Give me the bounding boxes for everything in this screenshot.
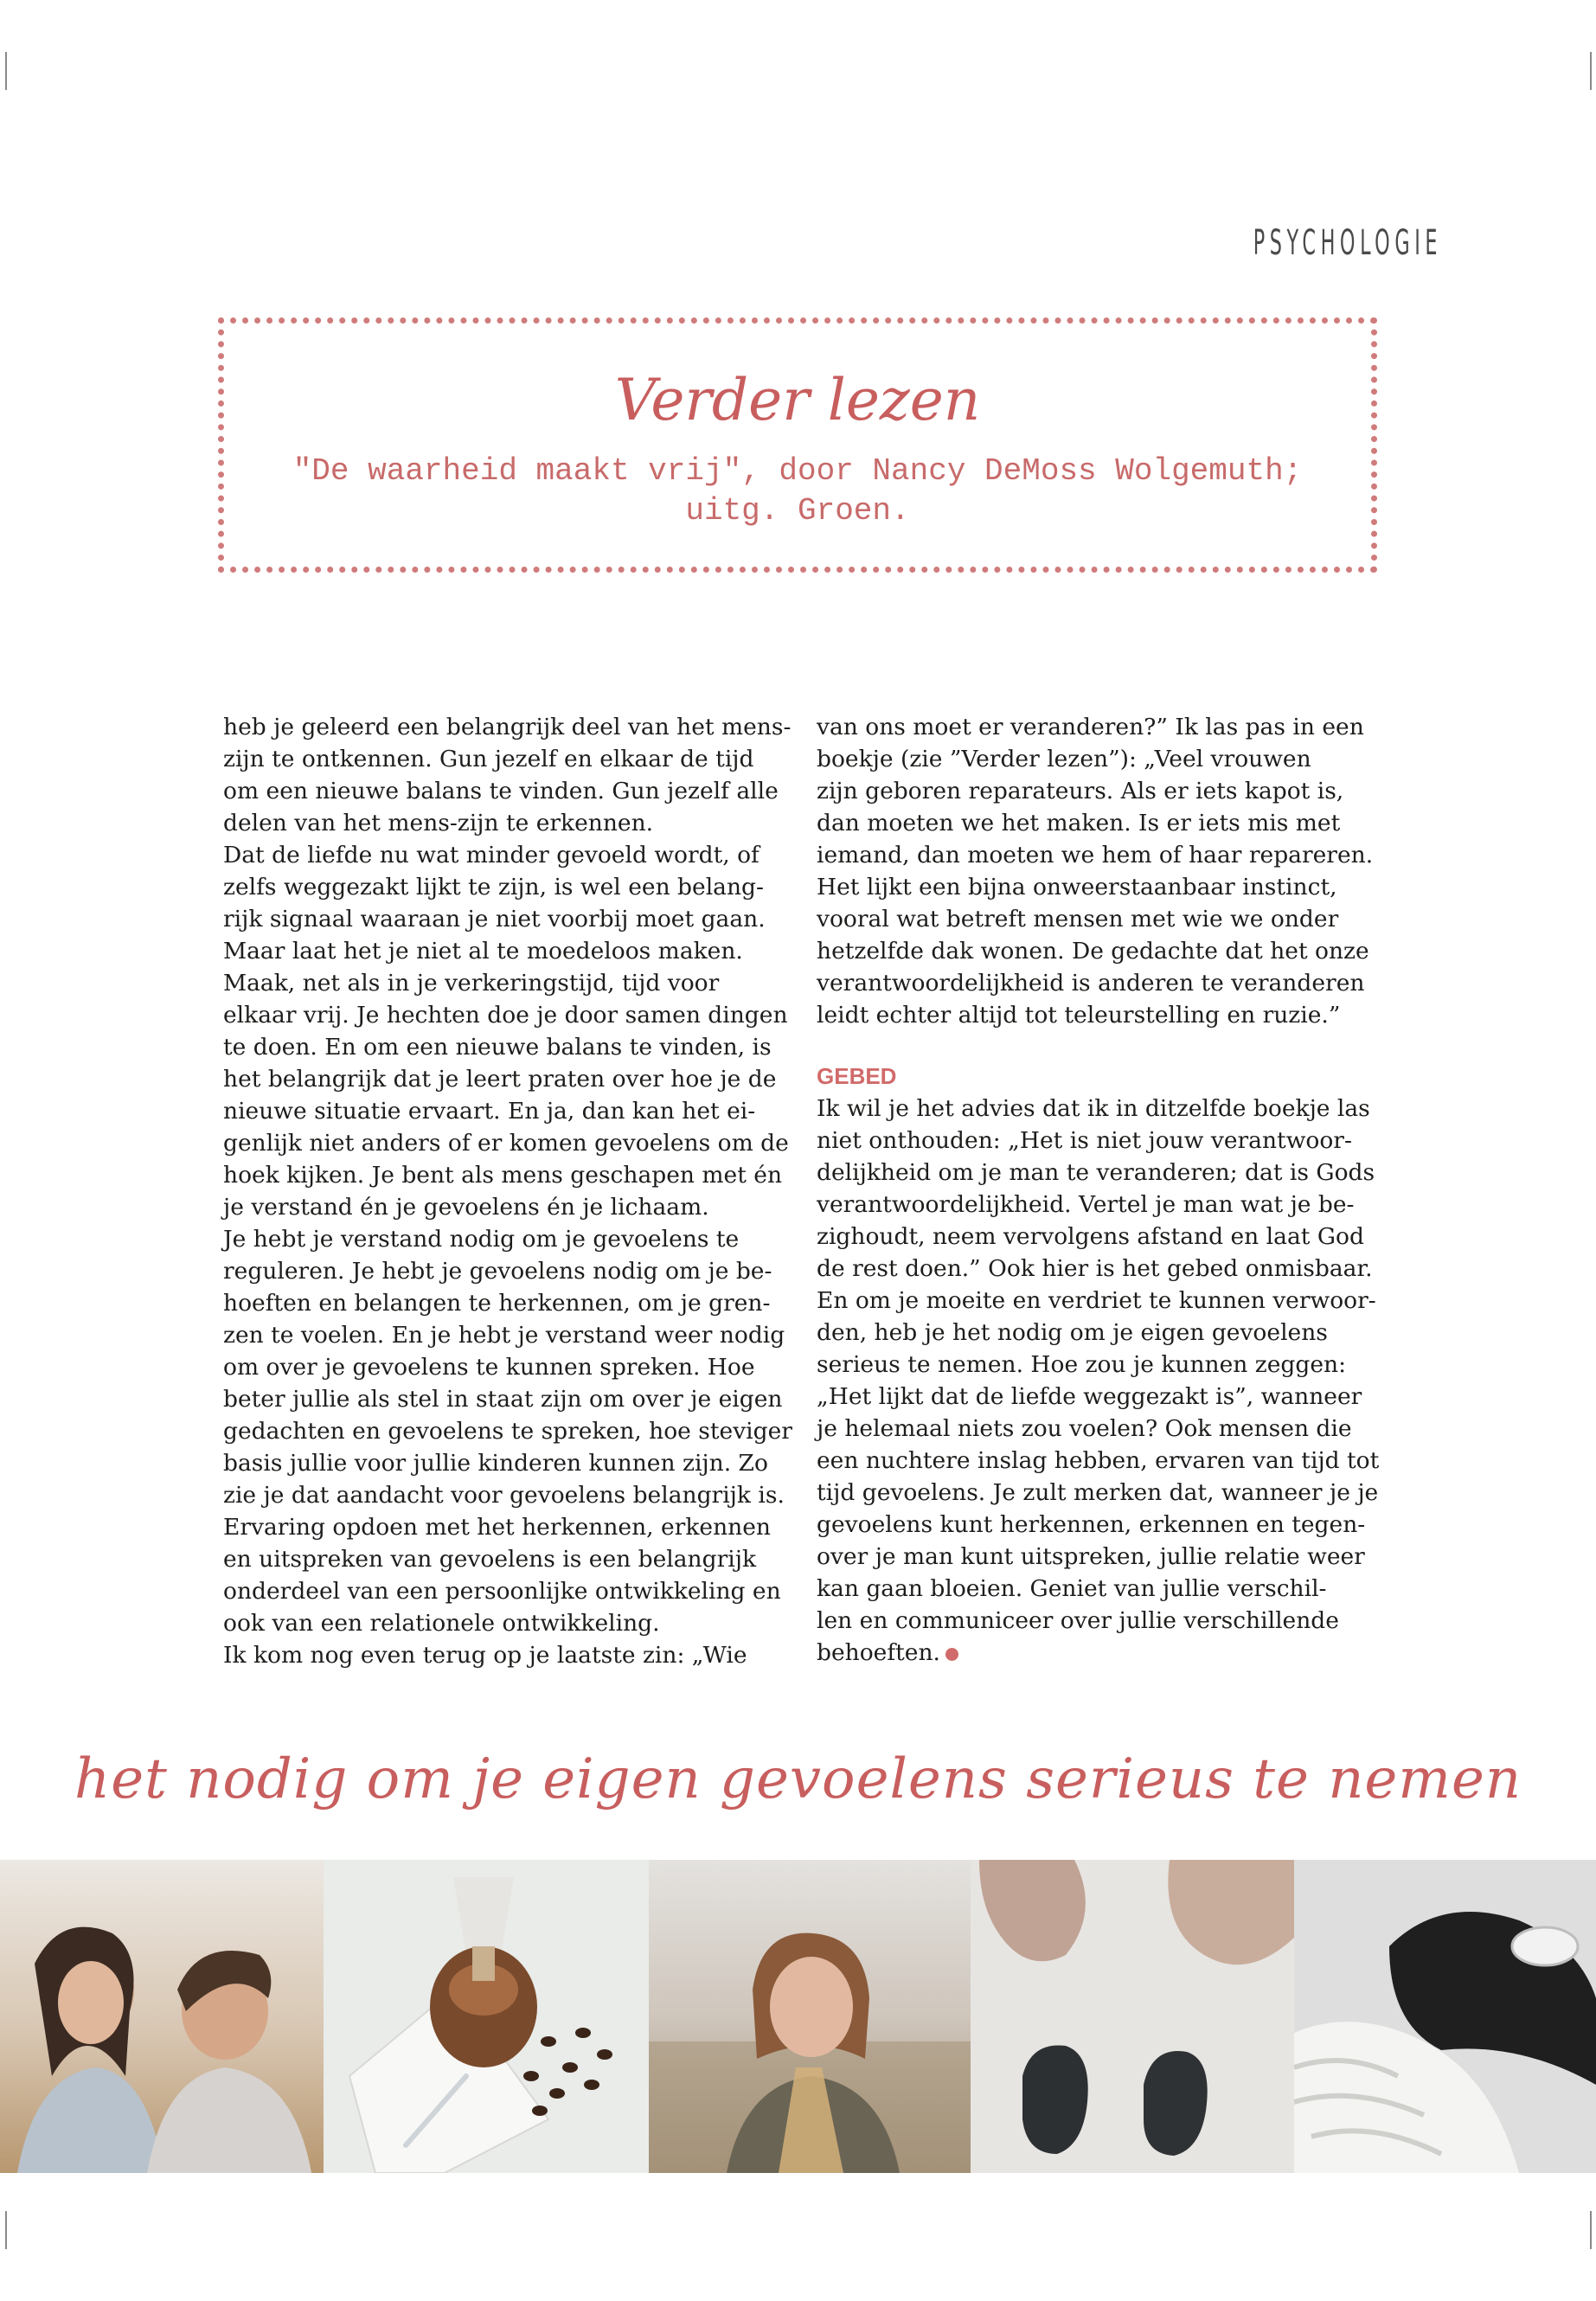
smiling-woman-field-photo	[649, 1860, 971, 2173]
text-line: behoeften.	[817, 1637, 1379, 1669]
text-line: een nuchtere inslag hebben, ervaren van tijd tot	[817, 1447, 1380, 1474]
text-line: Ik wil je het advies dat ik in ditzelfde boekje las	[817, 1095, 1370, 1122]
text-line: genlijk niet anders of er komen gevoelens om de	[223, 1130, 789, 1157]
text-line: zighoudt, neem vervolgens afstand en laat God	[817, 1223, 1364, 1250]
right-column-top	[817, 711, 1379, 1031]
text-line: En om je moeite en verdriet te kunnen verwoor-	[817, 1287, 1376, 1314]
text-line: beter jullie als stel in staat zijn om over je eigen	[223, 1386, 783, 1413]
text-line: zijn te ontkennen. Gun jezelf en elkaar de tijd	[223, 746, 754, 772]
text-line: je verstand én je gevoelens én je lichaam.	[223, 1194, 709, 1221]
text-line: te doen. En om een nieuwe balans te vinden, is	[223, 1034, 772, 1061]
text-line: je helemaal niets zou voelen? Ook mensen die	[817, 1415, 1352, 1442]
text-line: onderdeel van een persoonlijke ontwikkeling en	[223, 1578, 781, 1605]
text-line: len en communiceer over jullie verschillende	[817, 1607, 1339, 1634]
text-line: zen te voelen. En je hebt je verstand weer nodig	[223, 1322, 785, 1349]
text-line: verantwoordelijkheid is anderen te veranderen	[817, 970, 1365, 997]
crop-mark	[5, 2211, 7, 2249]
right-column-bottom	[817, 1093, 1379, 1669]
text-line: de rest doen.” Ook hier is het gebed onmisbaar.	[817, 1255, 1373, 1282]
text-line: den, heb je het nodig om je eigen gevoelens	[817, 1319, 1328, 1346]
left-column	[223, 711, 792, 1671]
reference-line: "De waarheid maakt vrij", door Nancy DeMoss Wolgemuth;	[292, 453, 1303, 489]
text-line: Het lijkt een bijna onweerstaanbaar instinct,	[817, 874, 1337, 901]
text-line: Maak, net als in je verkeringstijd, tijd voor	[223, 970, 720, 997]
text-line: basis jullie voor jullie kinderen kunnen zijn. Zo	[223, 1450, 768, 1477]
text-line: om over je gevoelens te kunnen spreken. Hoe	[223, 1354, 755, 1381]
text-line: rijk signaal waaraan je niet voorbij moet gaan.	[223, 906, 766, 933]
text-line: heb je geleerd een belangrijk deel van het mens-	[223, 714, 792, 740]
text-line: hetzelfde dak wonen. De gedachte dat het onze	[817, 938, 1369, 965]
end-mark-icon	[945, 1648, 958, 1661]
text-line: zie je dat aandacht voor gevoelens belangrijk is.	[223, 1482, 785, 1509]
text-line: vooral wat betreft mensen met wie we onder	[817, 906, 1339, 933]
crop-mark	[1590, 52, 1592, 90]
text-line: „Het lijkt dat de liefde weggezakt is”, wanneer	[817, 1383, 1362, 1410]
text-line: tijd gevoelens. Je zult merken dat, wanneer je je	[817, 1479, 1379, 1506]
text-line: het belangrijk dat je leert praten over hoe je de	[223, 1066, 777, 1093]
text-line: serieus te nemen. Hoe zou je kunnen zeggen:	[817, 1351, 1347, 1378]
text-line: zijn geboren reparateurs. Als er iets kapot is,	[817, 778, 1344, 804]
laughing-couple-photo	[0, 1860, 324, 2173]
text-line: delen van het mens-zijn te erkennen.	[223, 810, 654, 836]
crop-mark	[5, 52, 7, 90]
text-line: over je man kunt uitspreken, jullie relatie weer	[817, 1543, 1365, 1570]
text-line: Dat de liefde nu wat minder gevoeld wordt, of	[223, 842, 760, 868]
text-line: iemand, dan moeten we hem of haar repareren.	[817, 842, 1374, 868]
text-line: en uitspreken van gevoelens is een belangrijk	[223, 1546, 756, 1573]
right-column	[817, 711, 1379, 1669]
text-line: Ervaring opdoen met het herkennen, erkennen	[223, 1514, 771, 1541]
text-line: hoeften en belangen te herkennen, om je gren-	[223, 1290, 771, 1317]
shoes-photo	[971, 1860, 1294, 2173]
pull-quote: het nodig om je eigen gevoelens serieus te nemen	[74, 1747, 1522, 1811]
section-label: PSYCHOLOGIE	[1253, 223, 1442, 263]
read-more-reference	[276, 452, 1319, 531]
text-line: ook van een relationele ontwikkeling.	[223, 1610, 660, 1637]
text-line: zelfs weggezakt lijkt te zijn, is wel een belang-	[223, 874, 764, 901]
text-line: nieuwe situatie ervaart. En ja, dan kan het ei-	[223, 1098, 756, 1125]
text-line: boekje (zie ”Verder lezen”): „Veel vrouwen	[817, 746, 1311, 772]
text-line: leidt echter altijd tot teleurstelling en ruzie.”	[817, 1002, 1341, 1029]
text-line: hoek kijken. Je bent als mens geschapen met én	[223, 1162, 783, 1189]
read-more-box	[218, 317, 1377, 573]
subheading-gebed: GEBED	[817, 1063, 897, 1089]
crop-mark	[1590, 2211, 1592, 2249]
text-line: dan moeten we het maken. Is er iets mis met	[817, 810, 1341, 836]
reference-line: uitg. Groen.	[685, 493, 910, 529]
text-line: om een nieuwe balans te vinden. Gun jezelf alle	[223, 778, 779, 804]
photo-strip	[0, 1860, 1596, 2173]
text-line: gevoelens kunt herkennen, erkennen en tegen-	[817, 1511, 1366, 1538]
read-more-title: Verder lezen	[614, 367, 981, 433]
text-line: kan gaan bloeien. Geniet van jullie verschil-	[817, 1575, 1327, 1602]
text-line: niet onthouden: „Het is niet jouw verantwoor-	[817, 1127, 1352, 1154]
text-line: verantwoordelijkheid. Vertel je man wat je be-	[817, 1191, 1355, 1218]
text-line: reguleren. Je hebt je gevoelens nodig om je be-	[223, 1258, 772, 1285]
text-line: Ik kom nog even terug op je laatste zin: „Wie	[223, 1642, 747, 1669]
embrace-photo	[1294, 1860, 1596, 2173]
coffee-notebook-photo	[324, 1860, 649, 2173]
text-line: delijkheid om je man te veranderen; dat is Gods	[817, 1159, 1375, 1186]
text-line: gedachten en gevoelens te spreken, hoe steviger	[223, 1418, 792, 1445]
text-line: elkaar vrij. Je hechten doe je door samen dingen	[223, 1002, 788, 1029]
text-line: Je hebt je verstand nodig om je gevoelens te	[223, 1226, 740, 1253]
text-line: van ons moet er veranderen?” Ik las pas in een	[817, 714, 1364, 740]
text-line: Maar laat het je niet al te moedeloos maken.	[223, 938, 743, 965]
